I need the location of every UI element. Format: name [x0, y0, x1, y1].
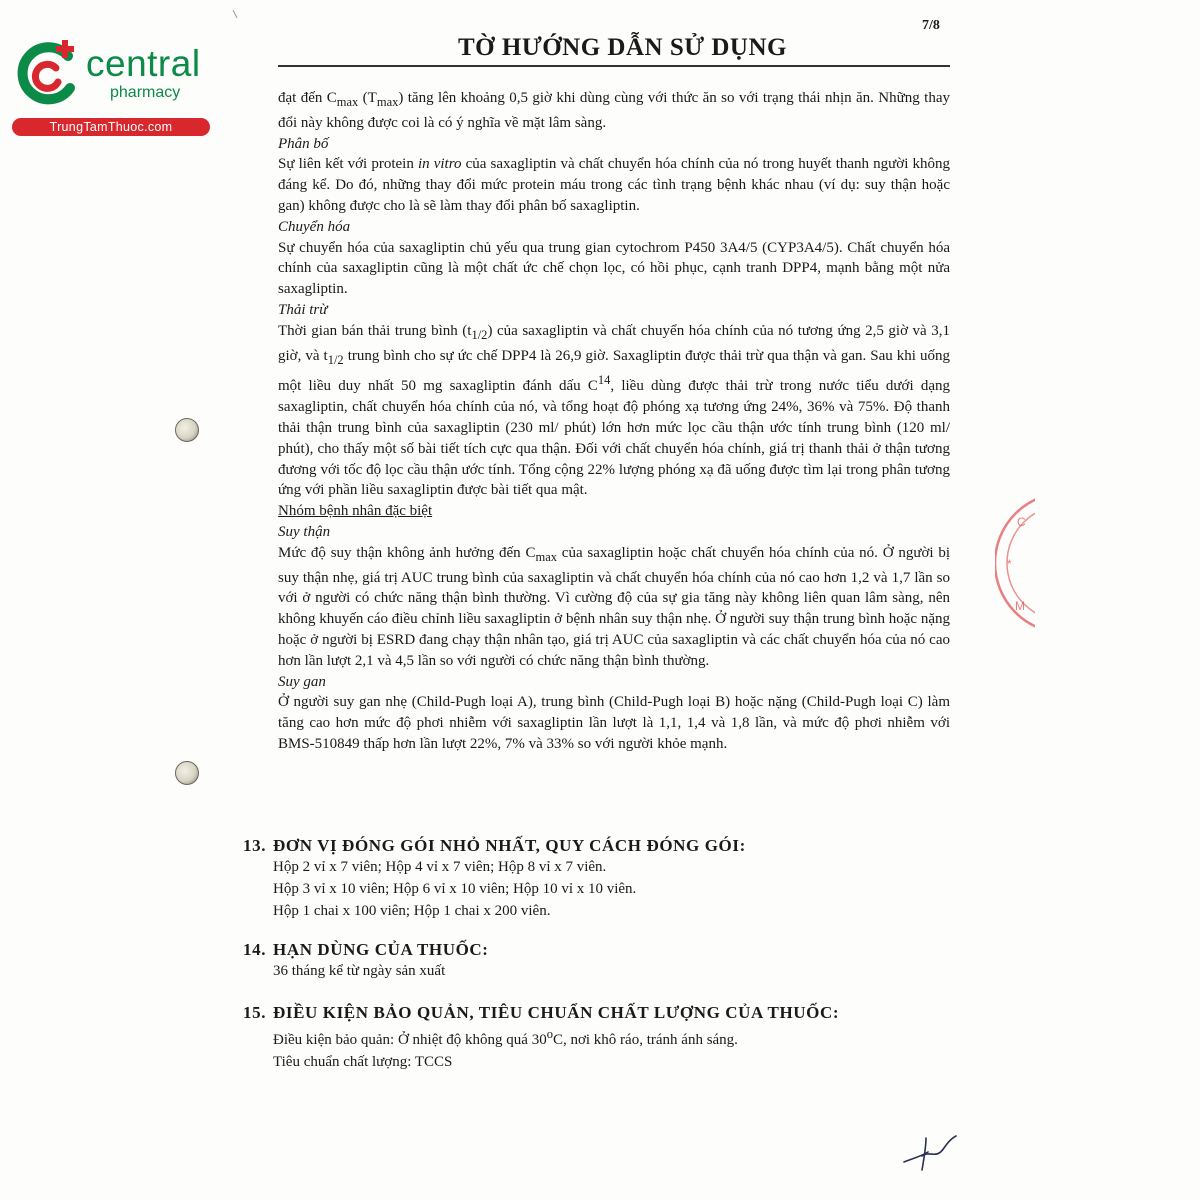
section-15-heading: 15. ĐIỀU KIỆN BẢO QUẢN, TIÊU CHUẨN CHẤT LƯỢNG CỦA THUỐC: [243, 1003, 840, 1022]
logo-brand-text: central [86, 43, 201, 84]
packaging-line: Hộp 1 chai x 100 viên; Hộp 1 chai x 200 viên. [273, 903, 551, 919]
distribution-paragraph: Sự liên kết với protein in vitro của saxagliptin và chất chuyển hóa chính của nó trong huyết thanh người không đáng kể. Do đó, những thay đổi mức protein máu trong các tình trạng bệnh khác nhau (ví dụ: suy thận hoặc gan) không được cho là sẽ làm thay đổi phân bố saxagliptin. [278, 156, 950, 214]
packaging-line: Hộp 2 vỉ x 7 viên; Hộp 4 vỉ x 7 viên; Hộp 8 vỉ x 7 viên. [273, 859, 607, 875]
binder-hole [175, 761, 199, 785]
section-13-heading: 13. ĐƠN VỊ ĐÓNG GÓI NHỎ NHẤT, QUY CÁCH ĐÓNG GÓI: [243, 836, 746, 855]
renal-paragraph: Mức độ suy thận không ảnh hưởng đến $C_{max}$ của saxagliptin hoặc chất chuyển hóa chính của nó. Ở người bị suy thận nhẹ, giá trị AUC trung bình của saxagliptin và chất chuyển hóa chính của nó cao hơn 1,2 và 1,7 lần so với ở người có chức năng thận bình thường. Vì cường độ của sự gia tăng này không liên quan lâm sàng, nên không khuyến cáo điều chỉnh liều saxagliptin ở bệnh nhân suy thận nhẹ. Ở người suy thận trung bình hoặc nặng hoặc ở người bị ESRD đang chạy thận nhân tạo, giá trị AUC của saxagliptin và các chất chuyển hóa của nó cao hơn lần lượt 2,1 và 4,5 lần so với người có chức năng thận bình thường. [278, 544, 951, 669]
title-divider [278, 65, 950, 67]
hepatic-paragraph: Ở người suy gan nhẹ (Child-Pugh loại A), trung bình (Child-Pugh loại B) hoặc nặng (Child-Pugh loại C) làm tăng cao hơn mức độ phơi nhiễm với saxagliptin lần lượt là 1,1, 1,4 và 1,8 lần, và mức độ phơi nhiễm với BMS-510849 thấp hơn lần lượt 22%, 7% và 33% so với người khỏe mạnh. [278, 694, 950, 752]
svg-text:C: C [1017, 515, 1026, 529]
section-storage [243, 1003, 963, 1073]
renal-heading: Suy thận [278, 523, 331, 540]
svg-text:M: M [1015, 599, 1025, 613]
elimination-heading: Thải trừ [278, 301, 328, 318]
logo-sub-text: pharmacy [110, 84, 181, 101]
food-effect-paragraph: đạt đến $C_{max}$ $(T_{max})$ tăng lên khoảng 0,5 giờ khi dùng cùng với thức ăn so với trạng thái nhịn ăn. Những thay đổi này không được coi là có ý nghĩa về mặt lâm sàng. [278, 90, 950, 131]
special-populations-heading: Nhóm bệnh nhân đặc biệt [278, 503, 433, 520]
metabolism-paragraph: Sự chuyển hóa của saxagliptin chủ yếu qua trung gian cytochrom P450 3A4/5 (CYP3A4/5). Chất chuyển hóa chính của saxagliptin cũng là một chất ức chế chọn lọc, có hồi phục, cạnh tranh DPP4, mạnh bằng một nửa saxagliptin. [278, 239, 950, 298]
page-number: 7/8 [922, 18, 940, 33]
quality-standard-line: Tiêu chuẩn chất lượng: TCCS [273, 1054, 453, 1070]
pharmacy-logo-icon [10, 38, 82, 110]
binder-hole [175, 418, 199, 442]
packaging-line: Hộp 3 vỉ x 10 viên; Hộp 6 vỉ x 10 viên; Hộp 10 vỉ x 10 viên. [273, 881, 637, 897]
distribution-heading: Phân bố [278, 135, 329, 152]
section-packaging [243, 836, 963, 922]
storage-line: Điều kiện bảo quản: Ở nhiệt độ không quá 30$^o$C, nơi khô ráo, tránh ánh sáng. [273, 1027, 738, 1048]
logo-site-banner: TrungTamThuoc.com [12, 118, 210, 136]
metabolism-heading: Chuyển hóa [278, 218, 351, 235]
document-title: TỜ HƯỚNG DẪN SỬ DỤNG [458, 34, 787, 61]
central-pharmacy-logo[interactable] [10, 38, 210, 138]
document-body [278, 88, 950, 755]
section-14-heading: 14. HẠN DÙNG CỦA THUỐC: [243, 940, 489, 959]
scan-mark-icon [232, 10, 238, 18]
elimination-paragraph: Thời gian bán thải trung bình $(t_{1/2})$ của saxagliptin và chất chuyển hóa chính của nó tương ứng 2,5 giờ và 3,1 giờ, và $t_{1/2}$ trung bình cho sự ức chế DPP4 là 26,9 giờ. Saxagliptin được thải trừ qua thận và gan. Sau khi uống một liều duy nhất 50 mg saxagliptin đánh dấu $C^{14}$, liều dùng được thải trừ trong nước tiểu dưới dạng saxagliptin, chất chuyển hóa chính của nó, và tổng hoạt độ phóng xạ tương ứng 24%, 36% và 75%. Độ thanh thải thận trung bình của saxagliptin (230 ml/ phút) lớn hơn mức lọc cầu thận ước tính trung bình (120 ml/ phút), cho thấy một số bài tiết tích cực qua thận. Đối với chất chuyển hóa chính, giá trị thanh thải ở thận tương đương với tốc độ lọc cầu thận ước tính. Tổng cộng 22% lượng phóng xạ đã uống được tìm lại trong phân tương ứng với phần liều saxagliptin được bài tiết qua mật. [278, 322, 950, 499]
section-shelf-life [243, 940, 963, 982]
red-seal-stamp [995, 488, 1035, 638]
shelf-life-line: 36 tháng kể từ ngày sản xuất [273, 963, 446, 979]
hepatic-heading: Suy gan [278, 673, 326, 690]
handwritten-signature [900, 1130, 960, 1175]
svg-text:*: * [1007, 557, 1012, 571]
